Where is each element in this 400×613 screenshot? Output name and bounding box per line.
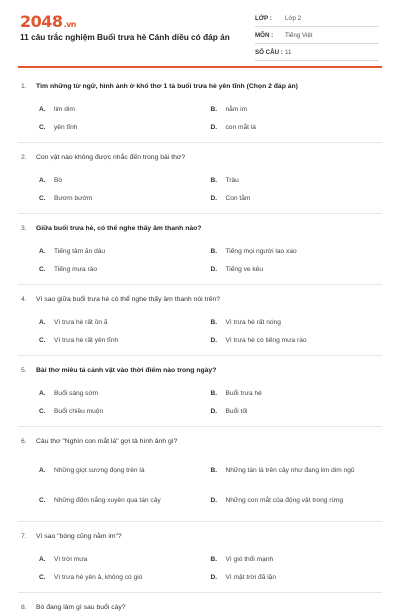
meta-row-count bbox=[255, 44, 379, 61]
block-spacer bbox=[18, 420, 382, 426]
question-block bbox=[18, 427, 382, 522]
option-letter: B. bbox=[210, 105, 218, 113]
question-text: Vì sao "bóng cũng nằm im"? bbox=[36, 533, 122, 540]
answer-option[interactable] bbox=[39, 313, 211, 331]
answer-option[interactable] bbox=[39, 171, 211, 189]
answer-option[interactable] bbox=[211, 260, 383, 278]
option-text: Tiếng ve kêu bbox=[225, 265, 264, 273]
option-text: Buổi sáng sớm bbox=[54, 389, 99, 397]
question-block bbox=[18, 72, 382, 143]
option-text: nằm im bbox=[225, 105, 248, 113]
header-divider bbox=[18, 66, 382, 68]
meta-label: LỚP : bbox=[255, 14, 272, 22]
question-text: Tìm những từ ngữ, hình ảnh ở khổ thơ 1 tả buổi trưa hè yên tĩnh (Chọn 2 đáp án) bbox=[36, 83, 298, 90]
option-letter: C. bbox=[39, 573, 46, 581]
answer-option[interactable] bbox=[39, 485, 211, 515]
option-text: Trâu bbox=[225, 176, 239, 184]
option-letter: A. bbox=[39, 105, 46, 113]
option-letter: A. bbox=[39, 555, 46, 563]
site-logo[interactable] bbox=[20, 12, 76, 31]
option-letter: B. bbox=[210, 318, 218, 326]
page-header bbox=[0, 0, 400, 62]
option-text: lim dim bbox=[54, 105, 75, 113]
option-text: Buổi chiều muộn bbox=[54, 407, 104, 415]
block-spacer bbox=[18, 278, 382, 284]
option-letter: B. bbox=[210, 389, 218, 397]
meta-row-class bbox=[255, 10, 379, 27]
question-number: 4. bbox=[21, 296, 27, 303]
option-text: Bươm bướm bbox=[54, 194, 93, 202]
option-text: Vì trưa hè rất nóng bbox=[225, 318, 281, 326]
question-number: 2. bbox=[21, 154, 27, 161]
question-header bbox=[21, 82, 382, 92]
meta-row-subject bbox=[255, 27, 379, 44]
option-letter: C. bbox=[39, 123, 46, 131]
question-header bbox=[21, 224, 382, 234]
answer-option[interactable] bbox=[211, 384, 383, 402]
question-number: 5. bbox=[21, 367, 27, 374]
option-letter: A. bbox=[39, 247, 46, 255]
answer-option[interactable] bbox=[211, 313, 383, 331]
option-letter: A. bbox=[39, 466, 46, 474]
meta-value: Lớp 2 bbox=[285, 14, 302, 22]
question-text: Con vật nào không được nhắc đến trong bài thơ? bbox=[36, 154, 186, 161]
option-text: Vì trưa hè yên ả, không có gió bbox=[54, 573, 143, 581]
option-text: Những đốm nắng xuyên qua tán cây bbox=[54, 496, 161, 504]
option-text: Tiếng mọi người lao xao bbox=[225, 247, 297, 255]
answer-option[interactable] bbox=[39, 331, 211, 349]
question-header bbox=[21, 603, 382, 613]
option-text: Vì trời mưa bbox=[54, 555, 88, 563]
question-header bbox=[21, 295, 382, 305]
option-text: Những con mắt của động vật trong rừng bbox=[225, 496, 344, 504]
option-text: Tiếng mưa rào bbox=[54, 265, 98, 273]
option-text: con mắt lá bbox=[225, 123, 256, 131]
option-letter: D. bbox=[210, 123, 218, 131]
option-text: Buổi trưa hè bbox=[225, 389, 262, 397]
option-letter: B. bbox=[210, 247, 218, 255]
answer-option[interactable] bbox=[211, 171, 383, 189]
question-block bbox=[18, 522, 382, 593]
meta-value: Tiếng Việt bbox=[285, 31, 313, 39]
block-spacer bbox=[18, 207, 382, 213]
option-text: Buổi tối bbox=[225, 407, 248, 415]
question-block bbox=[18, 143, 382, 214]
option-text: Những giọt sương đọng trên lá bbox=[54, 466, 145, 474]
block-spacer bbox=[18, 515, 382, 521]
question-header bbox=[21, 153, 382, 163]
block-spacer bbox=[18, 586, 382, 592]
option-text: Vì gió thổi mạnh bbox=[225, 555, 274, 563]
question-block bbox=[18, 593, 382, 613]
answer-options bbox=[39, 550, 382, 586]
question-header bbox=[21, 366, 382, 376]
option-text: Tiếng tâm ăn dâu bbox=[54, 247, 106, 255]
question-text: Giữa buổi trưa hè, có thể nghe thấy âm thanh nào? bbox=[36, 225, 202, 232]
option-letter: C. bbox=[39, 496, 46, 504]
answer-option[interactable] bbox=[39, 402, 211, 420]
option-letter: B. bbox=[210, 176, 218, 184]
question-number: 6. bbox=[21, 438, 27, 445]
option-text: yên tĩnh bbox=[54, 123, 78, 131]
answer-options bbox=[39, 100, 382, 136]
option-text: Vì mặt trời đã lặn bbox=[225, 573, 276, 581]
answer-options bbox=[39, 384, 382, 420]
answer-options bbox=[39, 455, 382, 515]
answer-option[interactable] bbox=[39, 568, 211, 586]
answer-option[interactable] bbox=[211, 455, 383, 485]
answer-option[interactable] bbox=[39, 260, 211, 278]
option-letter: D. bbox=[210, 265, 218, 273]
option-text: Con tằm bbox=[225, 194, 251, 202]
answer-option[interactable] bbox=[211, 331, 383, 349]
logo-suffix: .vn bbox=[63, 20, 76, 29]
answer-options bbox=[39, 313, 382, 349]
question-block bbox=[18, 285, 382, 356]
question-number: 8. bbox=[21, 604, 27, 611]
question-number: 7. bbox=[21, 533, 27, 540]
answer-option[interactable] bbox=[39, 118, 211, 136]
block-spacer bbox=[18, 136, 382, 142]
answer-options bbox=[39, 242, 382, 278]
question-list bbox=[0, 72, 400, 613]
answer-option[interactable] bbox=[211, 402, 383, 420]
answer-option[interactable] bbox=[211, 118, 383, 136]
answer-option[interactable] bbox=[211, 485, 383, 515]
option-text: Bò bbox=[54, 176, 63, 184]
answer-option[interactable] bbox=[39, 384, 211, 402]
answer-option[interactable] bbox=[39, 189, 211, 207]
answer-option[interactable] bbox=[39, 550, 211, 568]
block-spacer bbox=[18, 349, 382, 355]
answer-option[interactable] bbox=[39, 455, 211, 485]
option-letter: C. bbox=[39, 265, 46, 273]
answer-option[interactable] bbox=[211, 189, 383, 207]
question-block bbox=[18, 214, 382, 285]
option-letter: B. bbox=[210, 555, 218, 563]
question-text: Câu thơ "Nghìn con mắt lá" gợi tả hình ảnh gì? bbox=[36, 438, 178, 445]
answer-option[interactable] bbox=[39, 100, 211, 118]
answer-option[interactable] bbox=[211, 568, 383, 586]
option-letter: D. bbox=[210, 573, 218, 581]
meta-table bbox=[255, 10, 379, 61]
option-letter: D. bbox=[210, 336, 218, 344]
answer-option[interactable] bbox=[211, 100, 383, 118]
answer-option[interactable] bbox=[211, 550, 383, 568]
answer-option[interactable] bbox=[39, 242, 211, 260]
question-text: Bò đang làm gì sau buổi cày? bbox=[36, 604, 126, 611]
question-number: 1. bbox=[21, 83, 27, 90]
option-letter: B. bbox=[210, 466, 218, 474]
option-letter: A. bbox=[39, 318, 46, 326]
question-header bbox=[21, 532, 382, 542]
option-letter: C. bbox=[39, 407, 46, 415]
meta-label: SỐ CÂU : bbox=[255, 48, 283, 56]
option-text: Vì trưa hè rất yên tĩnh bbox=[54, 336, 119, 344]
option-text: Vì trưa hè rất ồn ã bbox=[54, 318, 108, 326]
answer-options bbox=[39, 171, 382, 207]
question-number: 3. bbox=[21, 225, 27, 232]
option-letter: C. bbox=[39, 336, 46, 344]
question-block bbox=[18, 356, 382, 427]
question-text: Vì sao giữa buổi trưa hè có thể nghe thấy âm thanh nói trên? bbox=[36, 296, 221, 303]
option-letter: D. bbox=[210, 407, 218, 415]
option-text: Những tán lá trên cây như đang lim dim ngủ bbox=[225, 466, 355, 474]
question-text: Bài thơ miêu tả cảnh vật vào thời điểm nào trong ngày? bbox=[36, 367, 217, 374]
option-letter: C. bbox=[39, 194, 46, 202]
option-letter: D. bbox=[210, 496, 218, 504]
option-text: Vì trưa hè có tiếng mưa rào bbox=[225, 336, 307, 344]
option-letter: A. bbox=[39, 389, 46, 397]
meta-label: MÔN : bbox=[255, 31, 274, 39]
answer-option[interactable] bbox=[211, 242, 383, 260]
option-letter: D. bbox=[210, 194, 218, 202]
question-header bbox=[21, 437, 382, 447]
document-title: 11 câu trắc nghiệm Buổi trưa hè Cánh diều có đáp án bbox=[20, 32, 230, 42]
logo-text: 2048 bbox=[20, 12, 63, 31]
meta-value: 11 bbox=[285, 48, 292, 56]
option-letter: A. bbox=[39, 176, 46, 184]
